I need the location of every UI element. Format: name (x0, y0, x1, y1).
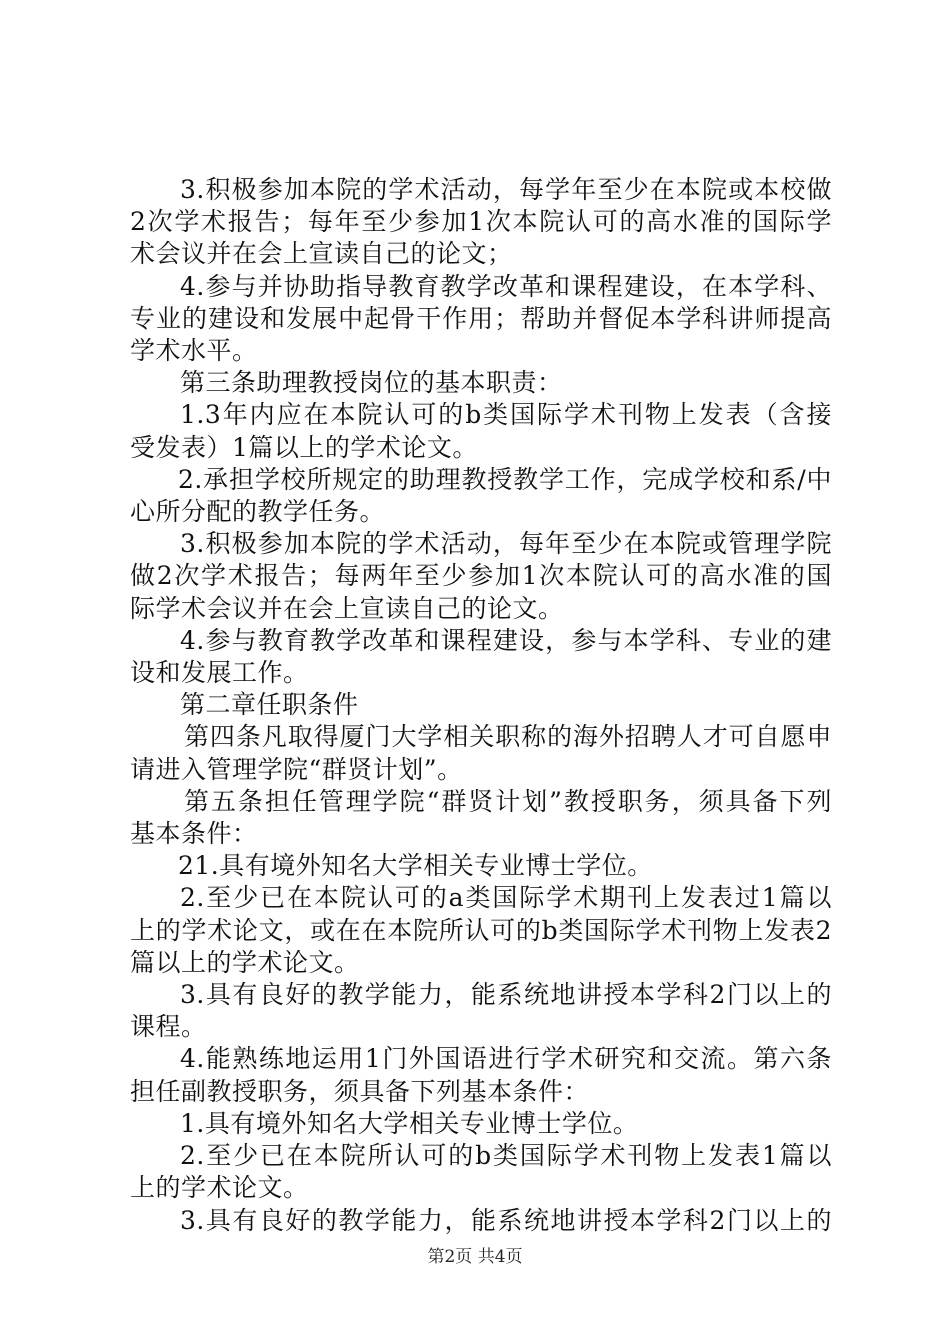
text-line: 4.能熟练地运用1门外国语进行学术研究和交流。第六条 (180, 1044, 832, 1074)
text-line: 第四条凡取得厦门大学相关职称的海外招聘人才可自愿申 (184, 722, 832, 752)
text-line: 做2次学术报告；每两年至少参加1次本院认可的高水准的国 (130, 561, 832, 591)
text-line: 1.具有境外知名大学相关专业博士学位。 (180, 1108, 639, 1138)
text-line: 第五条担任管理学院“群贤计划”教授职务，须具备下列 (184, 786, 832, 816)
text-line: 4.参与教育教学改革和课程建设，参与本学科、专业的建 (180, 625, 832, 655)
text-line: 2.至少已在本院认可的a类国际学术期刊上发表过1篇以 (180, 883, 832, 913)
text-line: 2.至少已在本院所认可的b类国际学术刊物上发表1篇以 (180, 1141, 832, 1171)
document-body (130, 174, 832, 1237)
text-line: 课程。 (130, 1012, 207, 1042)
text-line: 2.承担学校所规定的助理教授教学工作，完成学校和系/中 (178, 464, 832, 494)
text-line: 术会议并在会上宣读自己的论文； (130, 239, 513, 269)
text-line: 1.3年内应在本院认可的b类国际学术刊物上发表（含接 (180, 400, 832, 430)
text-line: 基本条件： (130, 819, 258, 849)
section-heading: 第三条助理教授岗位的基本职责： (180, 368, 563, 398)
text-line: 上的学术论文，或在在本院所认可的b类国际学术刊物上发表2 (130, 915, 832, 945)
chapter-heading: 第二章任职条件 (180, 690, 359, 720)
text-line: 21.具有境外知名大学相关专业博士学位。 (178, 851, 653, 881)
text-line: 3.积极参加本院的学术活动，每年至少在本院或管理学院 (180, 529, 832, 559)
text-line: 心所分配的教学任务。 (130, 497, 386, 527)
text-line: 受发表）1篇以上的学术论文。 (130, 432, 478, 462)
text-line: 2次学术报告；每年至少参加1次本院认可的高水准的国际学 (130, 207, 832, 237)
text-line: 际学术会议并在会上宣读自己的论文。 (130, 593, 564, 623)
text-line: 篇以上的学术论文。 (130, 947, 360, 977)
text-line: 学术水平。 (130, 336, 258, 366)
page-number-footer: 第2页 共4页 (427, 1247, 523, 1267)
text-line: 设和发展工作。 (130, 658, 309, 688)
text-line: 请进入管理学院“群贤计划”。 (130, 754, 463, 784)
text-line: 专业的建设和发展中起骨干作用；帮助并督促本学科讲师提高 (130, 303, 832, 333)
text-line: 3.具有良好的教学能力，能系统地讲授本学科2门以上的 (180, 1205, 832, 1235)
text-line: 上的学术论文。 (130, 1173, 309, 1203)
text-line: 3.积极参加本院的学术活动，每学年至少在本院或本校做 (180, 175, 832, 204)
text-line: 担任副教授职务，须具备下列基本条件： (130, 1076, 590, 1106)
text-line: 3.具有良好的教学能力，能系统地讲授本学科2门以上的 (180, 980, 832, 1010)
text-line: 4.参与并协助指导教育教学改革和课程建设，在本学科、 (180, 271, 832, 301)
